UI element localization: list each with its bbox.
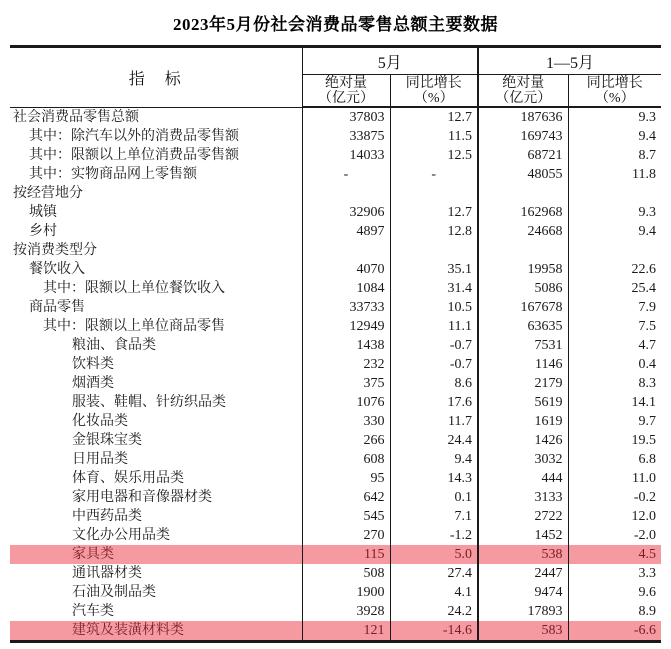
table-row <box>10 602 661 621</box>
row-value: 7531 <box>478 336 568 355</box>
row-label: 其中：限额以上单位商品零售 <box>10 317 302 336</box>
row-value: 3133 <box>478 488 568 507</box>
row-value <box>390 184 478 203</box>
table-body <box>10 107 661 642</box>
header-may-yoy-line1: 同比增长 <box>405 75 462 91</box>
row-value: 266 <box>302 431 390 450</box>
table-row <box>10 374 661 393</box>
table-row <box>10 127 661 146</box>
row-value: 1426 <box>478 431 568 450</box>
row-value: 9.4 <box>638 129 657 144</box>
row-value: 33875 <box>302 127 390 146</box>
row-label: 按消费类型分 <box>10 241 302 260</box>
row-value: 24.2 <box>390 602 478 621</box>
row-value: 538 <box>478 545 568 564</box>
row-value: 10.5 <box>390 298 478 317</box>
header-may-yoy-line2: （%） <box>413 90 454 106</box>
row-label: 石油及制品类 <box>10 583 302 602</box>
row-value: 4897 <box>302 222 390 241</box>
row-label: 饮料类 <box>10 355 302 374</box>
row-value: 17.6 <box>390 393 478 412</box>
row-value: 11.7 <box>390 412 478 431</box>
header-cum-absolute-line1: 绝对量 <box>502 75 545 91</box>
table-row <box>10 621 661 642</box>
row-value: 11.5 <box>390 127 478 146</box>
row-value: 375 <box>302 374 390 393</box>
row-value: 444 <box>478 469 568 488</box>
row-value: 1084 <box>302 279 390 298</box>
row-value: 68721 <box>478 146 568 165</box>
header-may-absolute <box>302 75 390 108</box>
row-value: 14033 <box>302 146 390 165</box>
row-value: 12.0 <box>631 509 657 524</box>
row-value: 11.8 <box>632 167 657 182</box>
row-value: 8.9 <box>638 604 657 619</box>
row-label: 化妆品类 <box>10 412 302 431</box>
row-value: 5.0 <box>390 545 478 564</box>
table-row <box>10 431 661 450</box>
row-value <box>478 184 568 203</box>
row-value: 14.3 <box>390 469 478 488</box>
row-value: 187636 <box>478 107 568 127</box>
row-value: -14.6 <box>390 621 478 642</box>
row-value: 545 <box>302 507 390 526</box>
row-label: 中西药品类 <box>10 507 302 526</box>
row-value: 7.5 <box>638 319 657 334</box>
row-value: 5619 <box>478 393 568 412</box>
row-value: 1076 <box>302 393 390 412</box>
header-indicator: 指 标 <box>10 47 302 108</box>
row-value: - <box>302 165 390 184</box>
row-value <box>390 241 478 260</box>
row-value: 4070 <box>302 260 390 279</box>
row-value: 12.8 <box>390 222 478 241</box>
row-value: 9.4 <box>638 224 657 239</box>
row-label: 商品零售 <box>10 298 302 317</box>
row-value: 4.7 <box>638 338 657 353</box>
row-value: 3928 <box>302 602 390 621</box>
row-value: 270 <box>302 526 390 545</box>
row-value: 3032 <box>478 450 568 469</box>
row-label: 服装、鞋帽、针纺织品类 <box>10 393 302 412</box>
header-group-jan-may: 1—5月 <box>478 47 661 75</box>
row-value: 14.1 <box>631 395 657 410</box>
row-label: 金银珠宝类 <box>10 431 302 450</box>
row-value: 19958 <box>478 260 568 279</box>
row-value: 642 <box>302 488 390 507</box>
table-row <box>10 507 661 526</box>
row-value: 95 <box>302 469 390 488</box>
row-value <box>478 241 568 260</box>
row-value: 169743 <box>478 127 568 146</box>
row-value: -0.7 <box>390 336 478 355</box>
header-cum-yoy <box>568 75 661 108</box>
row-value: -0.2 <box>633 490 657 505</box>
row-value: 17893 <box>478 602 568 621</box>
page-title: 2023年5月份社会消费品零售总额主要数据 <box>173 15 498 34</box>
row-value: 115 <box>302 545 390 564</box>
row-value <box>568 184 661 203</box>
table-row <box>10 488 661 507</box>
row-label: 餐饮收入 <box>10 260 302 279</box>
row-value: 24.4 <box>390 431 478 450</box>
table-row <box>10 107 661 127</box>
table-row <box>10 146 661 165</box>
row-value: -0.7 <box>390 355 478 374</box>
row-value: 11.1 <box>390 317 478 336</box>
row-value: 508 <box>302 564 390 583</box>
table-row <box>10 526 661 545</box>
row-value: 27.4 <box>390 564 478 583</box>
row-label: 建筑及装潢材料类 <box>10 621 302 642</box>
row-value: 19.5 <box>631 433 657 448</box>
table-row <box>10 203 661 222</box>
row-value: 31.4 <box>390 279 478 298</box>
table-row <box>10 279 661 298</box>
row-label: 烟酒类 <box>10 374 302 393</box>
header-cum-yoy-line2: （%） <box>594 90 635 106</box>
table-row <box>10 450 661 469</box>
row-value: 12.7 <box>390 203 478 222</box>
row-value: 25.4 <box>631 281 657 296</box>
retail-sales-table <box>10 45 661 643</box>
row-value: 5086 <box>478 279 568 298</box>
row-value: 4.5 <box>568 545 661 564</box>
row-label: 粮油、食品类 <box>10 336 302 355</box>
row-value: 2179 <box>478 374 568 393</box>
table-row <box>10 336 661 355</box>
row-value: -2.0 <box>633 528 657 543</box>
row-value: 1438 <box>302 336 390 355</box>
row-value: 1900 <box>302 583 390 602</box>
header-cum-absolute <box>478 75 568 108</box>
row-value: 0.4 <box>638 357 657 372</box>
row-value: 608 <box>302 450 390 469</box>
row-label: 其中：实物商品网上零售额 <box>10 165 302 184</box>
row-value: 7.9 <box>638 300 657 315</box>
row-label: 文化办公用品类 <box>10 526 302 545</box>
row-label: 其中：除汽车以外的消费品零售额 <box>10 127 302 146</box>
row-value <box>568 241 661 260</box>
row-value: 32906 <box>302 203 390 222</box>
row-value: - <box>390 165 478 184</box>
table-row <box>10 241 661 260</box>
header-may-absolute-line2: （亿元） <box>318 90 374 106</box>
table-row <box>10 165 661 184</box>
row-value: 37803 <box>302 107 390 127</box>
row-label: 其中：限额以上单位消费品零售额 <box>10 146 302 165</box>
row-value: 1619 <box>478 412 568 431</box>
table-row <box>10 469 661 488</box>
row-label: 其中：限额以上单位餐饮收入 <box>10 279 302 298</box>
table-row <box>10 298 661 317</box>
table-row <box>10 222 661 241</box>
row-value: 8.6 <box>390 374 478 393</box>
row-label: 汽车类 <box>10 602 302 621</box>
row-label: 乡村 <box>10 222 302 241</box>
row-value: 24668 <box>478 222 568 241</box>
header-may-absolute-line1: 绝对量 <box>325 75 367 91</box>
row-value: 35.1 <box>390 260 478 279</box>
header-cum-absolute-line2: （亿元） <box>495 90 552 106</box>
row-value: 2447 <box>478 564 568 583</box>
row-value: 1146 <box>478 355 568 374</box>
row-value <box>302 184 390 203</box>
row-value: 48055 <box>478 165 568 184</box>
row-value: 9474 <box>478 583 568 602</box>
row-value: 3.3 <box>638 566 657 581</box>
row-value: 232 <box>302 355 390 374</box>
row-value: 9.4 <box>390 450 478 469</box>
row-value: 9.3 <box>638 205 657 220</box>
row-value: 9.3 <box>638 110 657 125</box>
row-value: 63635 <box>478 317 568 336</box>
table-row <box>10 564 661 583</box>
row-value: 9.6 <box>638 585 657 600</box>
row-value: 7.1 <box>390 507 478 526</box>
row-value: 11.0 <box>632 471 657 486</box>
row-value: 1452 <box>478 526 568 545</box>
row-value: 583 <box>478 621 568 642</box>
header-cum-yoy-line1: 同比增长 <box>586 75 643 91</box>
table-row <box>10 184 661 203</box>
row-value: 330 <box>302 412 390 431</box>
header-group-may: 5月 <box>302 47 478 75</box>
table-row <box>10 545 661 564</box>
row-value: -6.6 <box>568 621 661 642</box>
row-value: 162968 <box>478 203 568 222</box>
row-label: 按经营地分 <box>10 184 302 203</box>
row-value: 121 <box>302 621 390 642</box>
row-value: 12.5 <box>390 146 478 165</box>
row-label: 日用品类 <box>10 450 302 469</box>
table-row <box>10 412 661 431</box>
table-row <box>10 393 661 412</box>
table-row <box>10 355 661 374</box>
row-label: 家用电器和音像器材类 <box>10 488 302 507</box>
row-value: 2722 <box>478 507 568 526</box>
row-value: 33733 <box>302 298 390 317</box>
table-header <box>10 47 661 108</box>
row-label: 社会消费品零售总额 <box>10 107 302 127</box>
table-row <box>10 317 661 336</box>
row-value: 9.7 <box>638 414 657 429</box>
row-value: 8.7 <box>638 148 657 163</box>
table-row <box>10 583 661 602</box>
row-value: 167678 <box>478 298 568 317</box>
row-label: 体育、娱乐用品类 <box>10 469 302 488</box>
row-value: 0.1 <box>390 488 478 507</box>
table-row <box>10 260 661 279</box>
row-value: 12949 <box>302 317 390 336</box>
row-value: 8.3 <box>638 376 657 391</box>
row-label: 家具类 <box>10 545 302 564</box>
row-value: 22.6 <box>631 262 657 277</box>
row-label: 通讯器材类 <box>10 564 302 583</box>
row-label: 城镇 <box>10 203 302 222</box>
row-value: 12.7 <box>390 107 478 127</box>
row-value: 4.1 <box>390 583 478 602</box>
row-value <box>302 241 390 260</box>
row-value: 6.8 <box>638 452 657 467</box>
header-may-yoy <box>390 75 478 108</box>
row-value: -1.2 <box>390 526 478 545</box>
